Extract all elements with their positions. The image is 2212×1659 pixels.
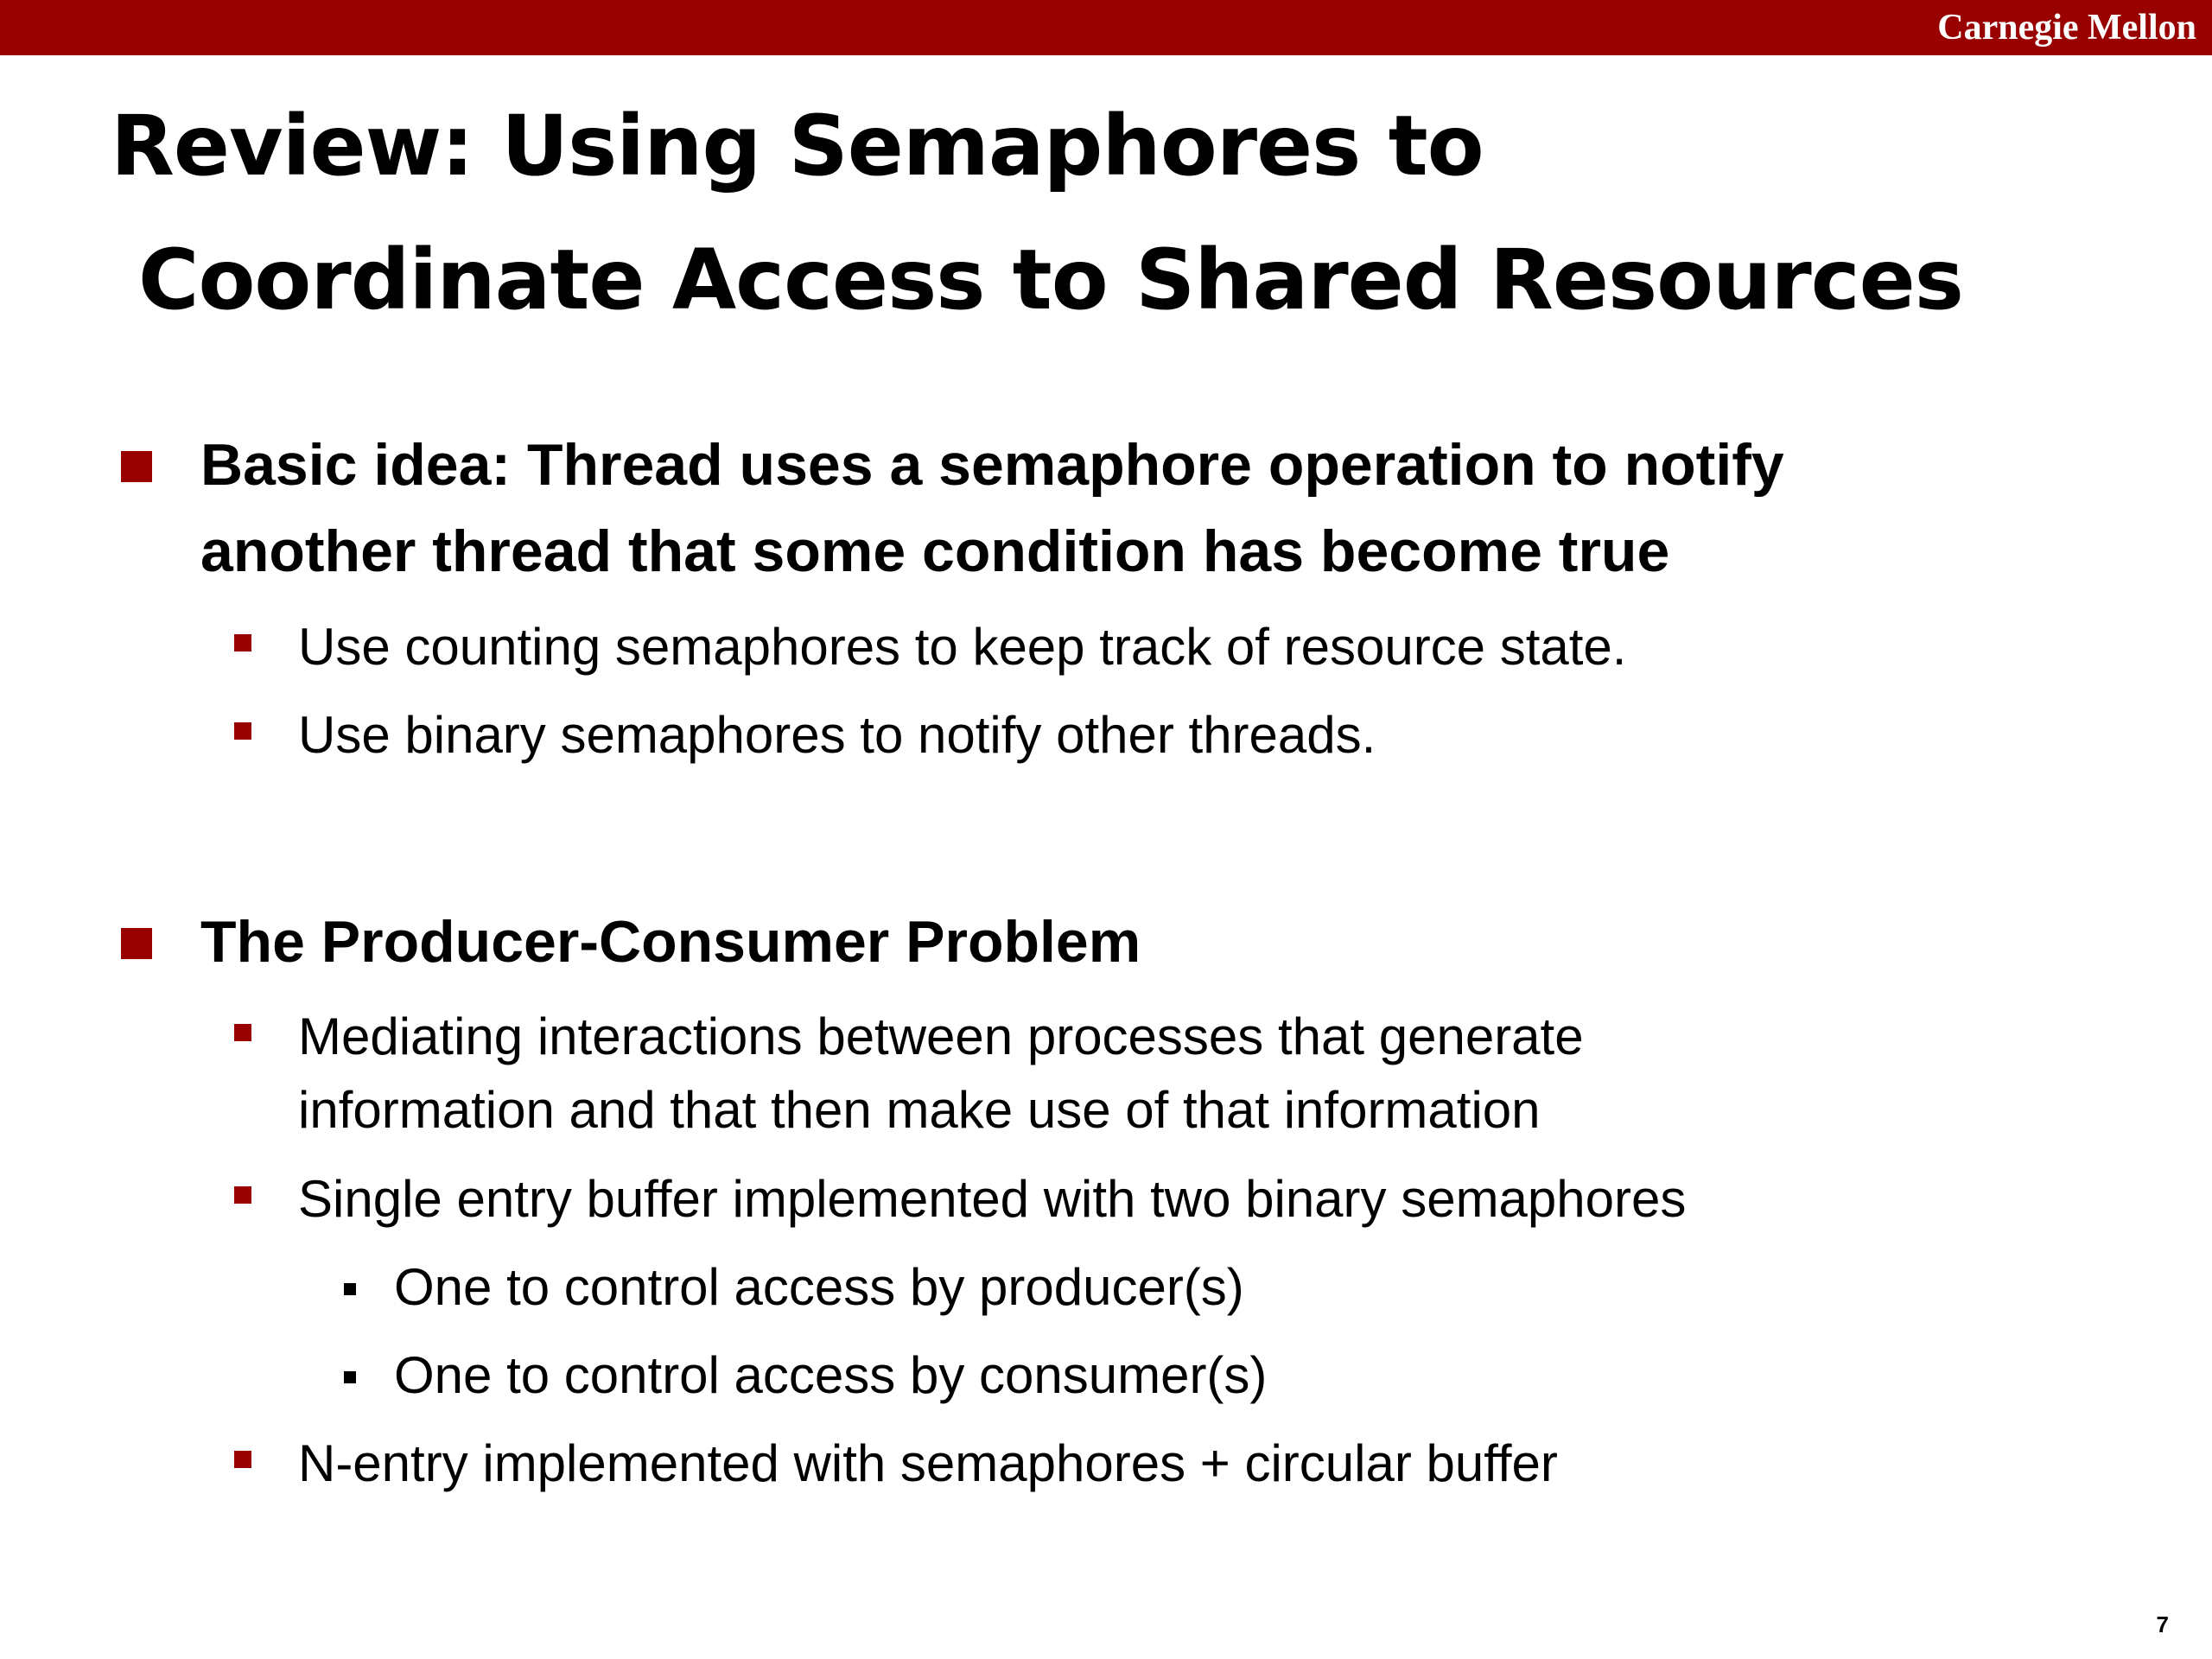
sub-bullet-text: Single entry buffer implemented with two binary semaphores [298,1170,1687,1228]
square-bullet-icon [234,1024,251,1041]
page-number: 7 [2156,1611,2169,1637]
bullet-line-1: Basic idea: Thread uses a semaphore operation to notify [200,432,1784,498]
square-bullet-icon [121,928,152,959]
sub-bullet-text: Use counting semaphores to keep track of resource state. [298,618,1627,676]
small-square-bullet-icon [344,1283,356,1295]
bullet-text: The Producer-Consumer Problem [200,909,1141,975]
bullet-line-2: another thread that some condition has become true [200,518,1670,584]
square-bullet-icon [234,1451,251,1468]
square-bullet-icon [234,1186,251,1204]
brand-logo: Carnegie Mellon [1937,8,2196,48]
square-bullet-icon [234,722,251,740]
sub-sub-bullet-text: One to control access by producer(s) [394,1258,1244,1316]
sub-bullet-text: Use binary semaphores to notify other threads. [298,706,1376,764]
small-square-bullet-icon [344,1371,356,1383]
square-bullet-icon [121,451,152,482]
sub-bullet-line-2: information and that then make use of that information [298,1081,1541,1139]
sub-bullet-text: N-entry implemented with semaphores + circular buffer [298,1434,1558,1492]
bullet-text [200,422,1784,594]
sub-sub-bullet-text: One to control access by consumer(s) [394,1346,1268,1404]
square-bullet-icon [234,634,251,652]
title-line-1: Review: Using Semaphores to [111,98,1484,194]
sub-bullet-text [298,1000,1584,1147]
title-line-2: Coordinate Access to Shared Resources [138,232,1963,328]
sub-bullet-line-1: Mediating interactions between processes that generate [298,1007,1584,1065]
